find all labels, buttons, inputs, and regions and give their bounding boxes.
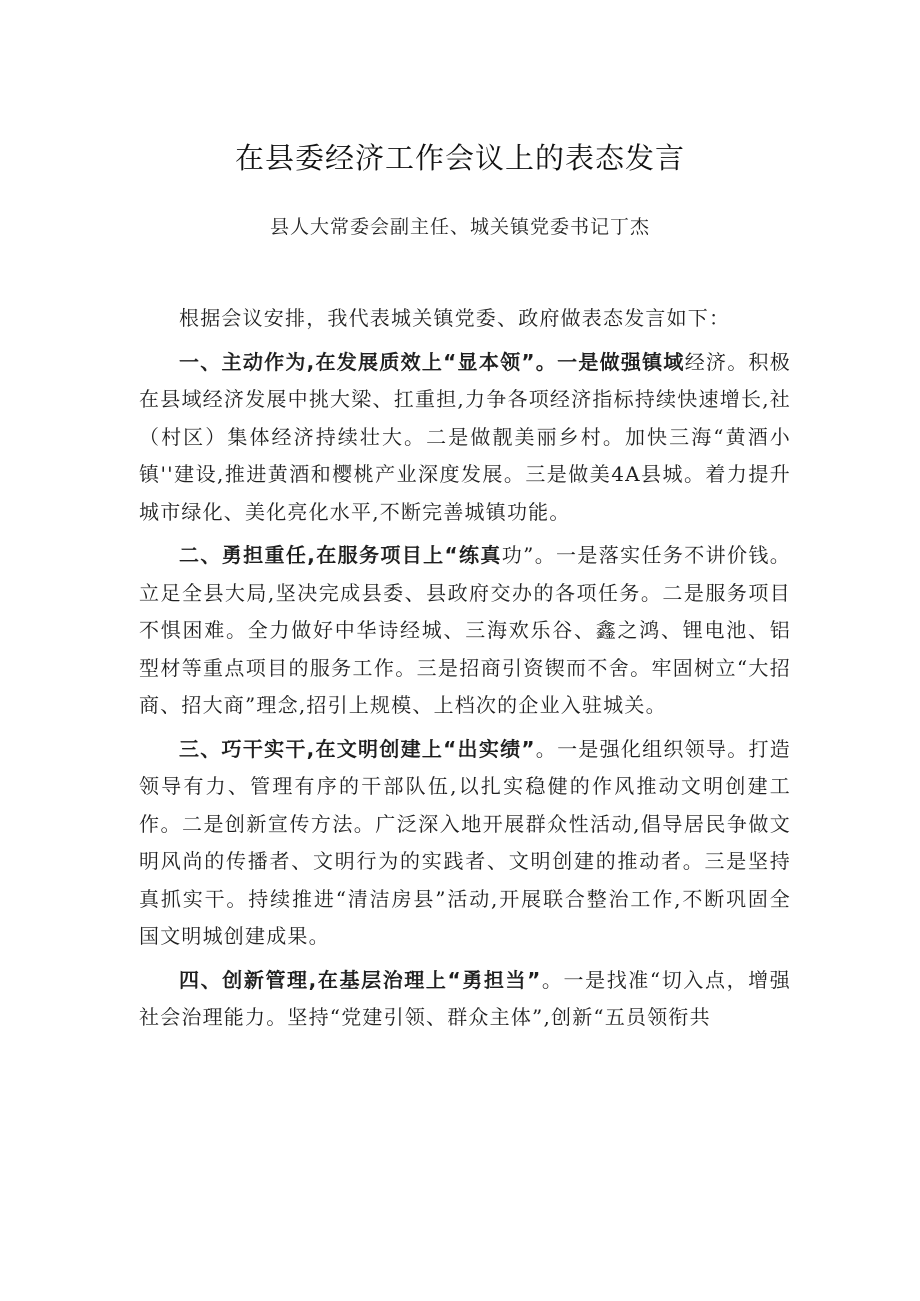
document-author: 县人大常委会副主任、城关镇党委书记丁杰 [269, 216, 650, 238]
section-paragraph-2 [139, 537, 791, 725]
section-paragraph-3 [139, 731, 791, 956]
section-paragraph-1 [139, 344, 791, 532]
section-paragraph-4 [139, 962, 791, 1037]
section-heading-3: 三、巧干实干,在文明创建上“出实绩” [179, 736, 536, 761]
section-heading-4: 四、创新管理,在基层治理上“勇担当” [179, 967, 542, 992]
section-text-4: 。一是找准“切入点，增强社会治理能力。坚持“党建引领、群众主体”,创新“五员领衔共 [139, 967, 791, 1029]
document-body [139, 300, 791, 1037]
document-title: 在县委经济工作会议上的表态发言 [234, 141, 685, 175]
section-text-1: 经济。积极在县域经济发展中挑大梁、扛重担,力争各项经济指标持续快速增长,社（村区）集体经济持续壮大。二是做靓美丽乡村。加快三海“黄酒小镇''建设,推进黄酒和樱桃产业深度发展。三是做美4A县城。着力提升城市绿化、美化亮化水平,不断完善城镇功能。 [139, 349, 792, 524]
section-heading-1: 一、主动作为,在发展质效上“显本领”。一是做强镇域 [179, 349, 685, 374]
section-text-2: 功”。一是落实任务不讲价钱。立足全县大局,坚决完成县委、县政府交办的各项任务。二是服务项目不惧困难。全力做好中华诗经城、三海欢乐谷、鑫之鸿、锂电池、铝型材等重点项目的服务工作。三是招商引资锲而不舍。牢固树立“大招商、招大商”理念,招引上规模、上档次的企业入驻城关。 [139, 543, 791, 717]
section-text-3: 。一是强化组织领导。打造领导有力、管理有序的干部队伍,以扎实稳健的作风推动文明创建工作。二是创新宣传方法。广泛深入地开展群众性活动,倡导居民争做文明风尚的传播者、文明行为的实践者、文明创建的推动者。三是坚持真抓实干。持续推进“清洁房县”活动,开展联合整治工作,不断巩固全国文明城创建成果。 [139, 736, 791, 948]
section-heading-2: 二、勇担重任,在服务项目上“练真 [179, 543, 502, 567]
intro-paragraph: 根据会议安排，我代表城关镇党委、政府做表态发言如下： [179, 306, 731, 330]
